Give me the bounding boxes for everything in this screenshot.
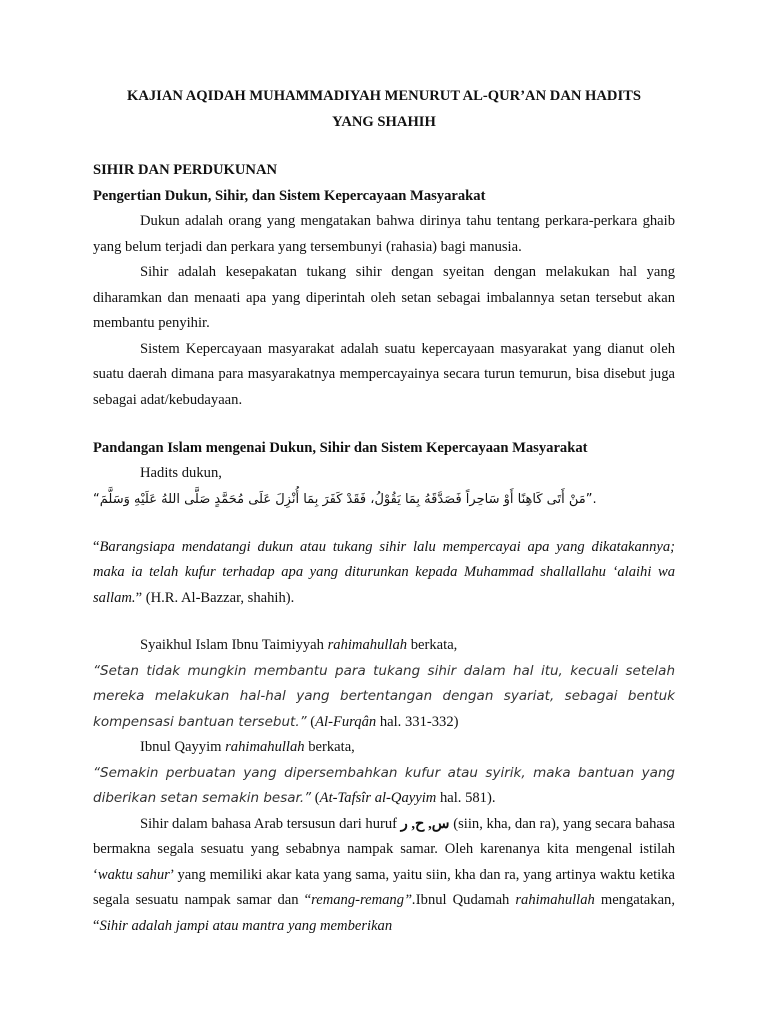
paragraph-sihir-etymology xyxy=(93,812,675,940)
etymology-text: ’ yang memiliki akar kata yang sama, yaitu siin, kha dan ra, yang artinya waktu ketika segala sesuatu nampak samar dan “ xyxy=(93,866,675,908)
quote-text: “Semakin perbuatan yang dipersembahkan kufur atau syirik, maka bantuan yang diberikan setan semakin besar.” xyxy=(93,764,675,806)
etymology-text: (siin, kha, dan ra), yang secara bahasa bermakna segala sesuatu yang sebabnya nampak samar. Oleh karenanya kita mengenal istilah ‘ xyxy=(93,815,675,883)
etymology-text: Sihir dalam bahasa Arab tersusun dari huruf xyxy=(140,815,401,832)
paragraph-dukun: Dukun adalah orang yang mengatakan bahwa dirinya tahu tentang perkara-perkara ghaib yang belum terjadi dan perkara yang tersembunyi (rahasia) bagi manusia. xyxy=(93,213,675,255)
intro-text-end: berkata, xyxy=(304,739,355,755)
quote-source-title: At-Tafsîr al-Qayyim xyxy=(319,790,437,806)
quote-text: “Setan tidak mungkin membantu para tukang sihir dalam hal itu, kecuali setelah mereka melakukan hal-hal yang bertentangan dengan syariat, sebagai bentuk kompensasi bantuan tersebut.” xyxy=(93,662,675,730)
quote-source-open: ( xyxy=(306,713,316,730)
quote-source-open: ( xyxy=(311,790,320,806)
quote-source-page: hal. 581). xyxy=(436,790,496,806)
document-page xyxy=(93,83,675,939)
intro-italic: rahimahullah xyxy=(225,739,305,755)
ibnu-taimiyyah-intro xyxy=(93,633,675,659)
title-line-1: KAJIAN AQIDAH MUHAMMADIYAH MENURUT AL-QUR’AN DAN HADITS xyxy=(126,88,642,104)
section-heading: SIHIR DAN PERDUKUNAN xyxy=(93,162,278,178)
intro-text: Ibnul Qayyim xyxy=(140,739,226,755)
quote-ibnul-qayyim xyxy=(93,761,675,812)
translation-open-quote: “ xyxy=(93,538,100,555)
hadits-label: Hadits dukun, xyxy=(140,465,222,481)
etymology-text: Ibnul Qudamah xyxy=(415,892,516,908)
arabic-text: مَنْ أَتَى كَاهِنًا أَوْ سَاحِراً فَصَدَّقَهُ بِمَا يَقُوْلُ، فَقَدْ كَفَرَ بِمَا أُنْزِلَ عَلَى مُحَمَّدٍ صَلَّى اللهُ عَلَيْهِ وَسَلَّمَ xyxy=(99,491,586,507)
quote-ibnul-qudamah: Sihir adalah jampi atau mantra yang memberikan xyxy=(99,917,393,934)
quote-ibnu-taimiyyah xyxy=(93,659,675,736)
translation-text: Barangsiapa mendatangi dukun atau tukang sihir lalu mempercayai apa yang dikatakannya; maka ia telah kufur terhadap apa yang diturunkan kepada Muhammad shallallahu ‘alaihi wa sallam. xyxy=(93,538,675,606)
ibnul-qayyim-intro xyxy=(93,735,675,761)
hadits-translation xyxy=(93,535,675,612)
etymology-text: mengatakan, “ xyxy=(93,892,675,934)
term-remang-remang: remang-remang”. xyxy=(311,892,416,908)
arabic-open-quote: “ xyxy=(93,491,100,507)
arabic-letters: س, ح, ر xyxy=(400,815,450,832)
translation-source: ” (H.R. Al-Bazzar, shahih). xyxy=(135,589,295,606)
term-waktu-sahur: waktu sahur xyxy=(97,866,170,883)
intro-text: Syaikhul Islam Ibnu Taimiyyah xyxy=(140,637,328,653)
paragraph-kepercayaan: Sistem Kepercayaan masyarakat adalah suatu kepercayaan masyarakat yang dianut oleh suatu daerah dimana para masyarakatnya mempercayainya secara turun temurun, bisa disebut juga sebagai adat/kebudayaan. xyxy=(93,340,675,408)
subheading-islam-view: Pandangan Islam mengenai Dukun, Sihir dan Sistem Kepercayaan Masyarakat xyxy=(93,440,588,456)
arabic-close-quote: ”. xyxy=(585,491,597,507)
intro-italic: rahimahullah xyxy=(327,637,408,653)
intro-text-end: berkata, xyxy=(407,637,458,653)
term-rahimahullah: rahimahullah xyxy=(515,892,595,908)
quote-source-page: hal. 331-332) xyxy=(376,713,459,730)
subheading-definitions: Pengertian Dukun, Sihir, dan Sistem Kepercayaan Masyarakat xyxy=(93,188,486,204)
quote-source-title: Al-Furqân xyxy=(315,713,377,730)
title-line-2: YANG SHAHIH xyxy=(332,114,436,130)
paragraph-sihir: Sihir adalah kesepakatan tukang sihir dengan syeitan dengan melakukan hal yang diharamkan dan menaati apa yang diperintah oleh setan sebagai imbalannya setan tersebut akan membantu penyihir. xyxy=(93,264,675,331)
hadits-arabic xyxy=(93,487,675,513)
document-title xyxy=(93,83,675,135)
